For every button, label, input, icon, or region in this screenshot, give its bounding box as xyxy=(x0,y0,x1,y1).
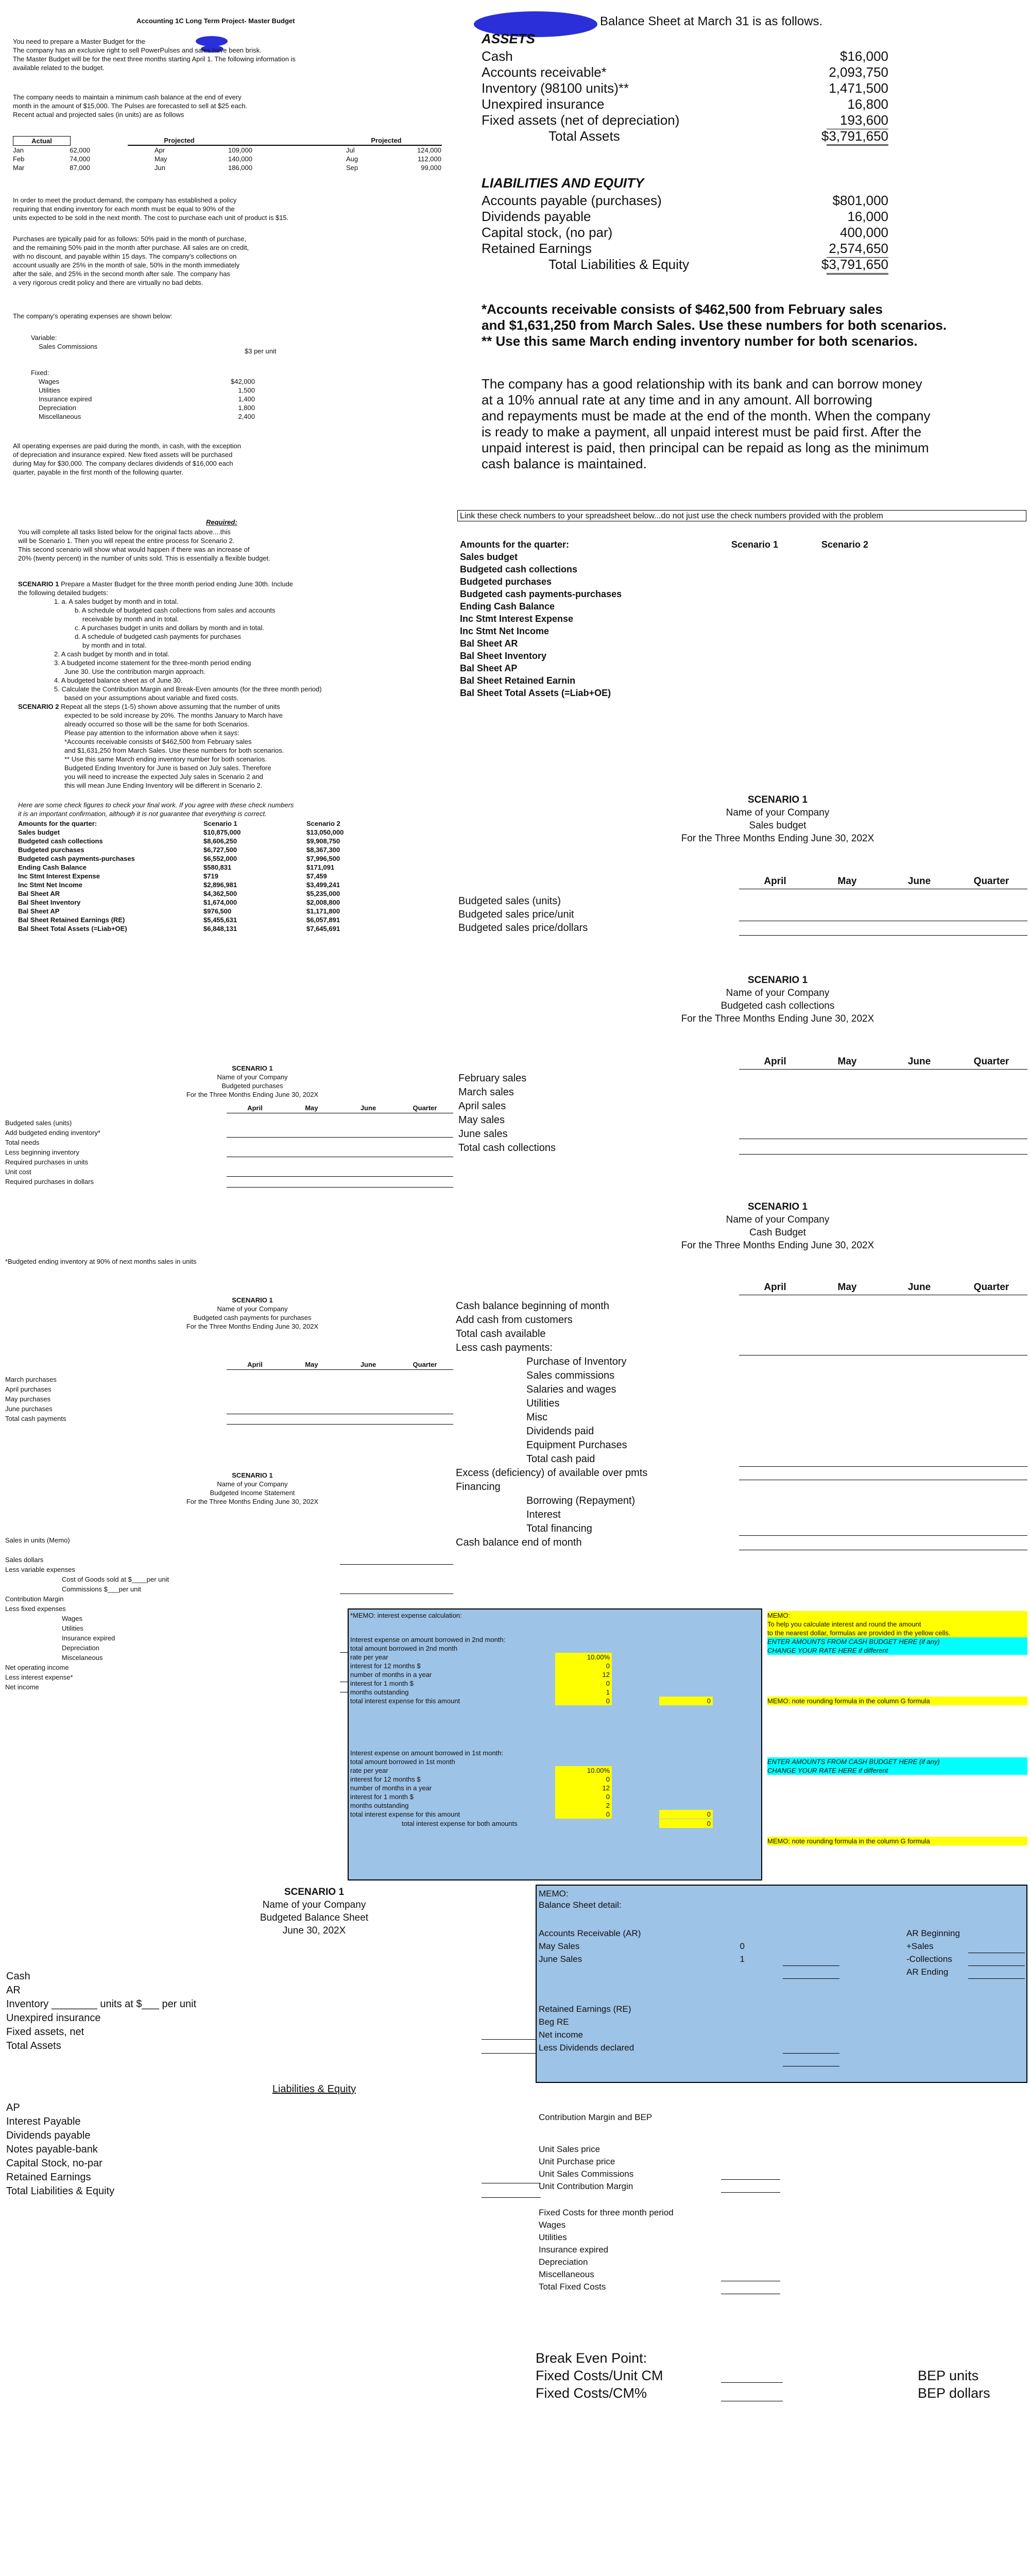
interest-g-note-1: MEMO: note rounding formula in the column G formula xyxy=(767,1697,1027,1705)
check-row: Sales budget $10,875,000 $13,050,000 xyxy=(18,828,344,836)
interest-values-2[interactable]: 10.00% 0 12 0 2 0 xyxy=(587,1767,610,1818)
liabilities-list: Accounts payable (purchases) $801,000 Dividends payable 16,000 Capital stock, (no par) 400,000 Retained Earnings 2,574,650 Total Liabilities & Equity $3,791,650 xyxy=(482,193,888,272)
fixed-label: Fixed: xyxy=(31,369,49,377)
purchases-budget-header: SCENARIO 1 Name of your Company Budgeted purchases For the Three Months Ending June 30, 202X xyxy=(186,1064,319,1098)
projected-header-2: Projected xyxy=(371,137,402,144)
interest-enter-note-2: ENTER AMOUNTS FROM CASH BUDGET HERE (if any) CHANGE YOUR RATE HERE if different xyxy=(767,1757,1027,1775)
cash-payments-months: April May June Quarter xyxy=(247,1361,437,1368)
interest-memo-title: *MEMO: interest expense calculation: xyxy=(350,1612,462,1619)
interest-g-cell-2[interactable]: 0 xyxy=(659,1810,713,1819)
liabilities-header: LIABILITIES AND EQUITY xyxy=(482,175,644,191)
link-row: Budgeted purchases xyxy=(460,577,552,587)
interest-g-note-2: MEMO: note rounding formula in the column G formula xyxy=(767,1837,1027,1845)
assets-list: Cash $16,000 Accounts receivable* 2,093,750 Inventory (98100 units)** 1,471,500 Unexpired insurance 16,800 Fixed assets (net of depreciation) 193,600 Total Assets $3,791,650 xyxy=(482,48,888,144)
check-figures-table: Amounts for the quarter: Scenario 1 Scenario 2 Sales budget $10,875,000 $13,050,000 Budgeted cash collections $8,606,250 $9,908,750 Budgeted purchases $6,727,500 $8,367,300 Budgeted cash payments-purchases $6,552,000 $7,996,500 Ending Cash Balance $580,831 $171,091 Inc Stmt Interest Expense $719 $7,459 Inc Stmt Net Income $2,896,981 $3,499,241 Bal Sheet AR $4,362,500 $5,235,000 Bal Sheet Inventory $1,674,000 $2,008,800 Bal Sheet AP $976,500 $1,171,800 Bal Sheet Retained Earnings (RE) $5,455,631 $6,057,891 Bal Sheet Total Assets (=Liab+OE) $6,848,131 $7,645,691 xyxy=(18,819,409,933)
projected-sales-1: Apr 109,000 May 140,000 Jun 186,000 xyxy=(154,146,252,172)
check-row: Bal Sheet Retained Earnings (RE) $5,455,631 $6,057,891 xyxy=(18,916,340,924)
link-row: Inc Stmt Net Income xyxy=(460,626,550,636)
bs-detail-title: MEMO: Balance Sheet detail: xyxy=(539,1889,622,1910)
bank-paragraph: The company has a good relationship with its bank and can borrow money at a 10% annual rate at any time and in any amount. All borrowing and repayments must be made at the end of the month. When the company is ready to make a payment, all unpaid interest must be paid first. After the unpaid interest is paid, then principal can be repaid as long as the minimum cash balance is maintained. xyxy=(482,376,931,471)
interest-memo-note: MEMO: To help you calculate interest and round the amount to the nearest dollar, formulas are provided in the yellow cells. xyxy=(767,1611,1027,1637)
link-row: Inc Stmt Interest Expense xyxy=(460,614,574,624)
cm-unit-rows: Unit Sales price Unit Purchase price Unit Sales Commissions Unit Contribution Margin xyxy=(539,2144,634,2191)
cash-budget-header: SCENARIO 1 Name of your Company Cash Budget For the Three Months Ending June 30, 202X xyxy=(681,1201,874,1251)
link-row: Bal Sheet Total Assets (=Liab+OE) xyxy=(460,688,611,698)
sales-commissions-value: $3 per unit xyxy=(245,347,277,355)
cash-budget-months: April May June Quarter xyxy=(764,1282,1009,1293)
link-row: Ending Cash Balance xyxy=(460,601,555,612)
check-row: Bal Sheet Inventory $1,674,000 $2,008,800 xyxy=(18,899,340,906)
check-row: Budgeted purchases $6,727,500 $8,367,300 xyxy=(18,846,340,854)
projected-header-1: Projected xyxy=(164,137,195,144)
check-row: Bal Sheet AR $4,362,500 $5,235,000 xyxy=(18,890,340,897)
purchases-months: April May June Quarter xyxy=(247,1104,437,1112)
cash-collections-header: SCENARIO 1 Name of your Company Budgeted cash collections For the Three Months Ending June 30, 202X xyxy=(681,975,874,1024)
check-row: Bal Sheet Total Assets (=Liab+OE) $6,848,131 $7,645,691 xyxy=(18,925,340,933)
interest-total-value[interactable]: 0 xyxy=(659,1819,713,1828)
fixed-expenses: Wages $42,000 Utilities 1,500 Insurance expired 1,400 Depreciation 1,800 Miscellaneous 2,400 xyxy=(39,378,255,420)
required-intro: You will complete all tasks listed below for the original facts above....this will be Scenario 1. Then you will repeat the entire process for Scenario 2. This second scenario will show what would happen if there was an increase of 20% (twenty percent) in the number of units sold. This is essentially a flexible budget. xyxy=(18,528,270,562)
link-row: Bal Sheet AP xyxy=(460,663,518,673)
actual-header: Actual xyxy=(13,136,71,146)
bep-section: Break Even Point: Fixed Costs/Unit CM Fixed Costs/CM% xyxy=(536,2350,663,2401)
cash-paragraph: The company needs to maintain a minimum cash balance at the end of every month in the amount of $15,000. The Pulses are forecasted to sell at $25 each. Recent actual and projected sales (in units) are as follows xyxy=(13,93,248,118)
cash-budget-rows: Cash balance beginning of month Add cash from customers Total cash available Less cash payments: xyxy=(456,1300,609,1353)
cash-payments-rows: March purchases April purchases May purchases June purchases Total cash payments xyxy=(5,1376,66,1422)
variable-label: Variable: xyxy=(31,334,57,342)
check-row: Bal Sheet AP $976,500 $1,171,800 xyxy=(18,907,340,915)
link-row: Budgeted cash collections xyxy=(460,564,578,574)
link-check-table: Amounts for the quarter: Scenario 1 Scenario 2 Sales budget Budgeted cash collections Budgeted purchases Budgeted cash payments-purchases Ending Cash Balance Inc Stmt Interest Expense Inc Stmt Net Income Bal Sheet AR Bal Sheet Inventory Bal Sheet AP Bal Sheet Retained Earnin Bal Sheet Total Assets (=Liab+OE) xyxy=(460,538,1026,699)
link-row: Budgeted cash payments-purchases xyxy=(460,589,622,599)
sales-commissions-label: Sales Commissions xyxy=(39,343,98,350)
financing-items: Borrowing (Repayment) Interest Total financing xyxy=(526,1495,636,1534)
required-title: Required: xyxy=(206,518,237,526)
sales-budget-header: SCENARIO 1 Name of your Company Sales budget For the Three Months Ending June 30, 202X xyxy=(681,794,874,844)
income-statement-rows: Sales in units (Memo) Sales dollars Less variable expenses Cost of Goods sold at $____per unit Commissions $___per unit Contribution Margin Less fixed expenses Wages Utilities Insurance expired Depreciation Miscelaneous Net operating income Less interest expense* Net income xyxy=(5,1536,169,1691)
purchases-rows: Budgeted sales (units) Add budgeted ending inventory* Total needs Less beginning inventory Required purchases in units Unit cost Required purchases in dollars xyxy=(5,1119,101,1185)
bs-detail-ar-right: AR Beginning +Sales -Collections AR Ending xyxy=(906,1928,960,1977)
bep-labels: BEP units BEP dollars xyxy=(918,2368,990,2401)
link-row: Sales budget xyxy=(460,552,518,562)
check-intro: Here are some check figures to check your final work. If you agree with these check numbers it is an important confirmation, although it is not guarantee that everything is correct. xyxy=(18,801,294,818)
budgeted-bs-liabilities: AP Interest Payable Dividends payable Notes payable-bank Capital Stock, no-par Retained Earnings Total Liabilities & Equity xyxy=(6,2102,115,2197)
interest-total-label: total interest expense for both amounts xyxy=(402,1820,518,1827)
sales-budget-rows: Budgeted sales (units) Budgeted sales price/unit Budgeted sales price/dollars xyxy=(458,895,588,934)
liab-equity-title: Liabilities & Equity xyxy=(272,2083,356,2095)
budgeted-bs-assets: Cash AR Inventory ________ units at $___ per unit Unexpired insurance Fixed assets, net Total Assets xyxy=(6,1971,197,2052)
purchases-note: *Budgeted ending inventory at 90% of next months sales in units xyxy=(5,1258,197,1265)
cash-collections-rows: February sales March sales April sales May sales June sales Total cash collections xyxy=(458,1073,556,1154)
check-row: Ending Cash Balance $580,831 $171,091 xyxy=(18,863,335,871)
cash-payments-header: SCENARIO 1 Name of your Company Budgeted cash payments for purchases For the Three Months Ending June 30, 202X xyxy=(186,1296,319,1330)
opex-paragraph: All operating expenses are paid during the month, in cash, with the exception of depreciation and insurance expired. New fixed assets will be purchased during May for $30,000. The company declares dividends of $16,000 each quarter, payable in the first month of the following quarter. xyxy=(13,442,241,476)
actual-sales: Jan 62,000 Feb 74,000 Mar 87,000 xyxy=(13,146,90,172)
inventory-paragraph: In order to meet the product demand, the company has established a policy requiring that ending inventory for each month must be equal to 90% of the units expected to be sold in the next month. The cost to purchase each unit of product is $15. xyxy=(13,196,289,222)
cash-excess: Excess (deficiency) of available over pmts Financing xyxy=(456,1467,648,1493)
check-row: Budgeted cash collections $8,606,250 $9,908,750 xyxy=(18,837,340,845)
check-row: Budgeted cash payments-purchases $6,552,000 $7,996,500 xyxy=(18,855,340,862)
cash-collections-months: April May June Quarter xyxy=(764,1056,1009,1067)
cm-bep-title: Contribution Margin and BEP xyxy=(539,2112,653,2122)
ar-note: *Accounts receivable consists of $462,500 from February sales and $1,631,250 from March Sales. Use these numbers for both scenarios. ** Use this same March ending inventory number for both scenarios. xyxy=(482,301,947,349)
interest-block1-title: Interest expense on amount borrowed in 2nd month: xyxy=(350,1636,506,1643)
link-row: Bal Sheet AR xyxy=(460,638,518,649)
check-row: Inc Stmt Net Income $2,896,981 $3,499,241 xyxy=(18,881,340,889)
scenario2-instructions: SCENARIO 2 Repeat all the steps (1-5) shown above assuming that the number of units expected to be sold increase by 20%. The months January to March have already occurred so those will be the same for both Scenarios. Please pay attention to the information above when it says: *Accounts receivable consists of $462,500 from February sales and $1,631,250 from March Sales. Use these numbers for both scenarios. ** Use this same March ending inventory number for both scenarios. Budgeted Ending Inventory for June is based on July sales. Therefore you will need to increase the expected July sales in Scenario 2 and this will mean June Ending Inventory will be different in Scenario 2. xyxy=(18,703,284,789)
sales-budget-months: April May June Quarter xyxy=(764,876,1009,887)
assets-header: ASSETS xyxy=(482,31,536,46)
link-row: Bal Sheet Retained Earnin xyxy=(460,675,576,686)
income-statement-header: SCENARIO 1 Name of your Company Budgeted Income Statement For the Three Months Ending June 30, 202X xyxy=(186,1471,319,1505)
link-row: Bal Sheet Inventory xyxy=(460,651,547,661)
bs-detail-re: Retained Earnings (RE) Beg RE Net income Less Dividends declared xyxy=(539,2004,634,2053)
interest-block2-title: Interest expense on amount borrowed in 1st month: xyxy=(350,1749,504,1757)
bs-detail-ar: Accounts Receivable (AR) May Sales 0 June Sales 1 xyxy=(539,1928,745,1964)
cash-payments-list: Purchase of Inventory Sales commissions Salaries and wages Utilities Misc Dividends paid Equipment Purchases Total cash paid xyxy=(526,1356,627,1465)
project-title: Accounting 1C Long Term Project- Master Budget xyxy=(136,17,295,25)
interest-g-cell-1[interactable]: 0 xyxy=(659,1697,713,1705)
interest-values-1[interactable]: 10.00% 0 12 0 1 0 xyxy=(587,1653,610,1705)
intro-paragraph: You need to prepare a Master Budget for the The company has an exclusive right to sell PowerPulses and sales have been brisk. The Master Budget will be for the next three months starting April 1. The following information is available related to the budget. xyxy=(13,38,296,72)
link-instructions: Link these check numbers to your spreadsheet below...do not just use the check numbers provided with the problem xyxy=(457,510,1026,521)
purchases-paragraph: Purchases are typically paid for as follows: 50% paid in the month of purchase, and the remaining 50% paid in the month after purchase. All sales are on credit, with no discount, and payable within 15 days. The company's collections on account usually are 25% in the month of sale, 50% in the month immediately after the sale, and 25% in the second month after sale. The company has a very rigorous credit policy and there are virtually no bad debts. xyxy=(13,235,249,286)
interest-block2: total amount borrowed in 1st month rate per year interest for 12 months $ number of months in a year interest for 1 month $ months outstanding total interest expense for this amount xyxy=(350,1758,460,1818)
balance-sheet-title: Balance Sheet at March 31 is as follows. xyxy=(600,14,823,28)
check-row: Inc Stmt Interest Expense $719 $7,459 xyxy=(18,872,327,880)
cash-end: Cash balance end of month xyxy=(456,1537,582,1548)
cm-fixed-rows: Fixed Costs for three month period Wages Utilities Insurance expired Depreciation Miscellaneous Total Fixed Costs xyxy=(539,2208,674,2292)
opex-intro: The company's operating expenses are shown below: xyxy=(13,312,173,320)
interest-block1: total amount borrowed in 2nd month rate per year interest for 12 months $ number of months in a year interest for 1 month $ months outstanding total interest expense for this amount xyxy=(350,1645,460,1705)
budgeted-bs-header: SCENARIO 1 Name of your Company Budgeted Balance Sheet June 30, 202X xyxy=(260,1887,369,1936)
scenario1-instructions: SCENARIO 1 Prepare a Master Budget for the three month period ending June 30th. Include the following detailed budgets: 1. a. A sales budget by month and in total. b. A schedule of budgeted cash collections from sales and accounts receivable by month and in total. c. A purchases budget in units and dollars by month and in total. d. A schedule of budgeted cash payments for purchases by month and in total. 2. A cash budget by month and in total. 3. A budgeted income statement for the three-month period ending June 30. Use the contribution margin approach. 4. A budgeted balance sheet as of June 30. 5. Calculate the Contribution Margin and Break-Even amounts (for the three month period) based on your assumptions about variable and fixed costs. xyxy=(18,580,322,702)
interest-enter-note-1: ENTER AMOUNTS FROM CASH BUDGET HERE (if any) CHANGE YOUR RATE HERE if different xyxy=(767,1637,1027,1655)
projected-sales-2: Jul 124,000 Aug 112,000 Sep 99,000 xyxy=(346,146,441,172)
